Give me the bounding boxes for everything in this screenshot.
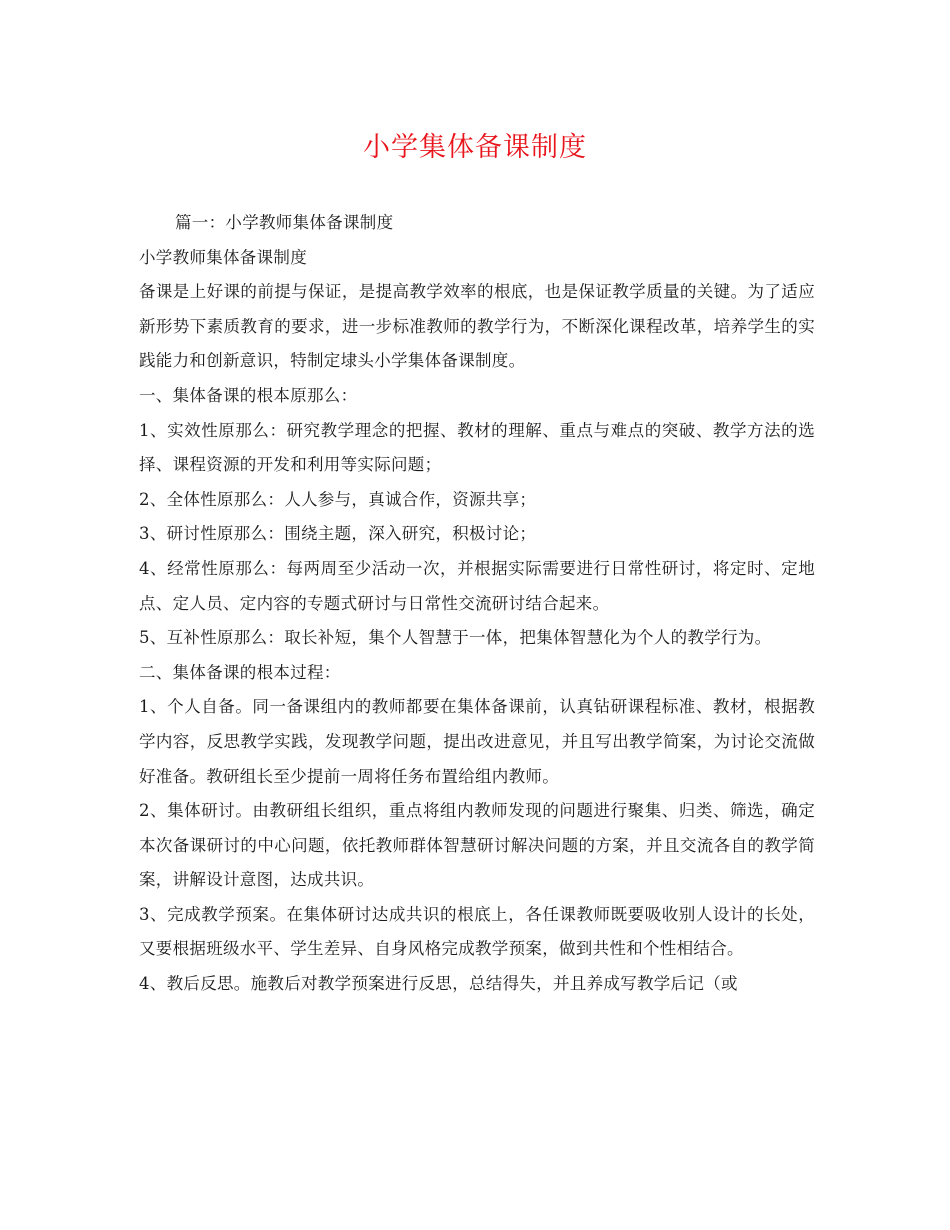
principle-item: 4、经常性原那么：每两周至少活动一次，并根据实际需要进行日常性研讨，将定时、定地点、定人员、定内容的专题式研讨与日常性交流研讨结合起来。	[139, 558, 815, 613]
paragraph-intro: 备课是上好课的前提与保证，是提高教学效率的根底，也是保证教学质量的关键。为了适应新形势下素质教育的要求，进一步标准教师的教学行为，不断深化课程改革，培养学生的实践能力和创新意识，特制定埭头小学集体备课制度。	[139, 282, 815, 371]
section-heading: 篇一：小学教师集体备课制度	[175, 213, 394, 232]
heading-principles: 一、集体备课的根本原那么：	[139, 385, 358, 405]
document-title: 小学集体备课制度	[363, 132, 587, 163]
principle-item: 1、实效性原那么：研究教学理念的把握、教材的理解、重点与难点的突破、教学方法的选择、课程资源的开发和利用等实际问题；	[139, 420, 815, 475]
process-item: 1、个人自备。同一备课组内的教师都要在集体备课前，认真钻研课程标准、教材，根据教学内容，反思教学实践，发现教学问题，提出改进意见，并且写出教学简案，为讨论交流做好准备。教研组长至少提前一周将任务布置给组内教师。	[139, 697, 815, 786]
principle-item: 2、全体性原那么：人人参与，真诚合作，资源共享；	[139, 489, 537, 509]
principle-item: 3、研讨性原那么：围绕主题，深入研究，积极讨论；	[139, 524, 537, 544]
process-item: 2、集体研讨。由教研组长组织，重点将组内教师发现的问题进行聚集、归类、筛选，确定本次备课研讨的中心问题，依托教师群体智慧研讨解决问题的方案，并且交流各自的教学简案，讲解设计意图，达成共识。	[139, 801, 815, 890]
process-item: 3、完成教学预案。在集体研讨达成共识的根底上，各任课教师既要吸收别人设计的长处，又要根据班级水平、学生差异、自身风格完成教学预案，做到共性和个性相结合。	[139, 904, 815, 959]
process-item: 4、教后反思。施教后对教学预案进行反思，总结得失，并且养成写教学后记（或	[139, 974, 738, 994]
heading-process: 二、集体备课的根本过程：	[139, 662, 341, 682]
principle-item: 5、互补性原那么：取长补短，集个人智慧于一体，把集体智慧化为个人的教学行为。	[139, 628, 772, 648]
document-body	[139, 206, 815, 1002]
subtitle: 小学教师集体备课制度	[139, 247, 307, 267]
